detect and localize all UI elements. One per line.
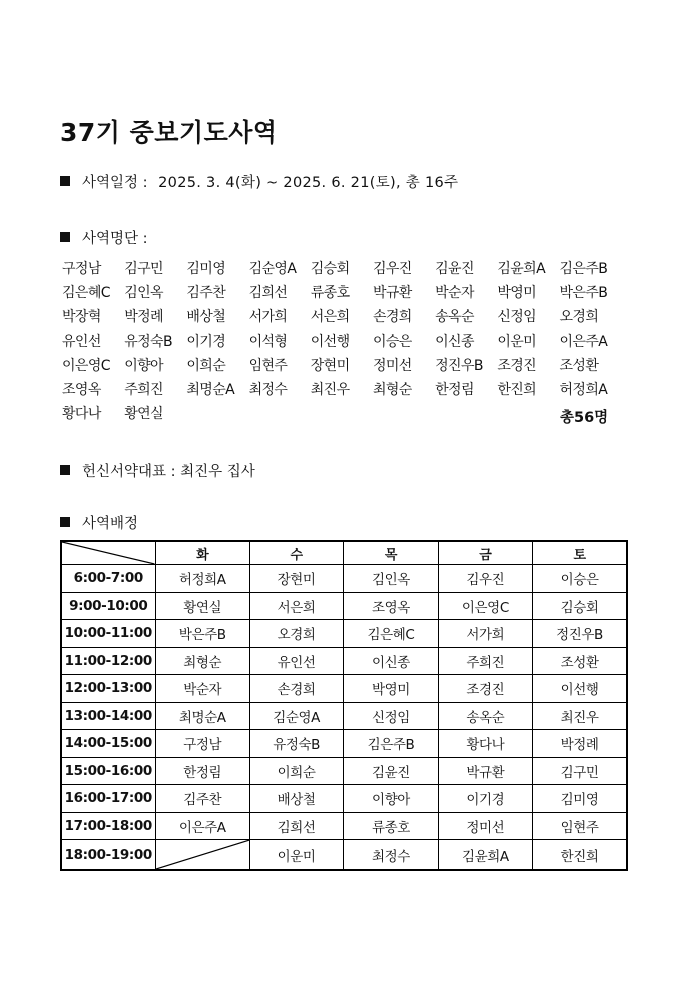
schedule-section (60, 171, 458, 192)
roster-name: 김순영A (248, 261, 297, 277)
assignment-cell: 조성환 (533, 647, 627, 675)
empty-slot-cell (155, 840, 249, 871)
assignment-cell: 김우진 (438, 565, 532, 593)
table-row (61, 592, 627, 620)
table-row (61, 757, 627, 785)
assignment-cell: 김은혜C (344, 620, 438, 648)
assignment-cell: 서가희 (438, 620, 532, 648)
bullet-square-icon (60, 176, 70, 186)
roster-name: 정진우B (435, 357, 483, 374)
roster-label: 사역명단 : (82, 231, 148, 247)
roster-name: 송옥순 (435, 309, 474, 326)
roster-name: 박은주B (559, 285, 608, 302)
table-row (61, 702, 627, 730)
roster-name: 박장혁 (62, 309, 101, 326)
assignment-cell: 최진우 (533, 702, 627, 730)
table-row (61, 812, 627, 840)
time-slot-cell: 10:00-11:00 (61, 620, 155, 648)
time-slot-cell: 9:00-10:00 (61, 592, 155, 620)
diagonal-line (62, 542, 155, 564)
assignment-cell: 구정남 (155, 730, 249, 758)
roster-name: 유인선 (62, 333, 101, 350)
diagonal-line (156, 840, 249, 869)
assignment-cell: 이은영C (438, 592, 532, 620)
assignment-cell: 이향아 (344, 785, 438, 813)
assignment-cell: 박영미 (344, 675, 438, 703)
roster-name: 이은주A (559, 333, 608, 350)
roster-name: 조성환 (559, 357, 599, 374)
assignment-cell: 주희진 (438, 647, 532, 675)
table-header-row (61, 541, 627, 565)
table-row (61, 785, 627, 813)
roster-name: 한진희 (497, 381, 537, 398)
assignment-cell: 김은주B (344, 730, 438, 758)
roster-name: 주희진 (124, 381, 163, 398)
assignment-cell: 신정임 (344, 702, 438, 730)
roster-name: 이향아 (124, 357, 163, 374)
assignment-cell: 유인선 (249, 647, 343, 675)
assignment-cell: 이기경 (438, 785, 532, 813)
roster-name: 조경진 (497, 357, 537, 374)
roster-name: 김승회 (310, 261, 350, 277)
roster-name: 서가희 (248, 309, 288, 326)
assignment-cell: 김승회 (533, 592, 627, 620)
assignment-cell: 황연실 (155, 592, 249, 620)
roster-name: 김희선 (248, 285, 288, 302)
assignment-cell: 이은주A (155, 812, 249, 840)
assignment-cell: 김미영 (533, 785, 627, 813)
roster-name: 이신종 (435, 333, 474, 350)
representative-label: 헌신서약대표 : (82, 464, 176, 480)
assignment-table (60, 540, 628, 871)
schedule-value: 2025. 3. 4(화) ~ 2025. 6. 21(토), 총 16주 (158, 175, 459, 191)
table-row (61, 565, 627, 593)
table-row (61, 840, 627, 871)
assignment-cell: 한정림 (155, 757, 249, 785)
assignment-heading (60, 512, 138, 533)
roster-name: 임현주 (248, 357, 288, 374)
roster-name: 김미영 (186, 261, 226, 277)
assignment-cell: 최정수 (344, 840, 438, 871)
roster-name: 이기경 (186, 333, 226, 350)
representative-section (60, 460, 255, 481)
roster-name: 구정남 (62, 261, 101, 277)
assignment-cell: 박정례 (533, 730, 627, 758)
roster-name: 이석형 (248, 333, 288, 350)
assignment-cell: 허정희A (155, 565, 249, 593)
roster-name: 최진우 (310, 381, 350, 398)
roster-name: 이운미 (497, 333, 537, 350)
assignment-cell: 정미선 (438, 812, 532, 840)
roster-list (62, 257, 622, 426)
roster-name: 류종호 (310, 285, 350, 302)
table-row (61, 730, 627, 758)
assignment-cell: 조영옥 (344, 592, 438, 620)
roster-name: 이희순 (186, 357, 226, 374)
assignment-cell: 이선행 (533, 675, 627, 703)
assignment-cell: 박은주B (155, 620, 249, 648)
page-title: 37기 중보기도사역 (60, 118, 278, 147)
assignment-cell: 손경희 (249, 675, 343, 703)
roster-name: 신정임 (497, 309, 537, 326)
roster-name: 김윤희A (497, 261, 546, 277)
roster-name: 한정림 (435, 381, 474, 398)
assignment-cell: 송옥순 (438, 702, 532, 730)
representative-value: 최진우 집사 (180, 464, 255, 480)
roster-name: 장현미 (310, 357, 350, 374)
assignment-cell: 김구민 (533, 757, 627, 785)
assignment-cell: 임현주 (533, 812, 627, 840)
bullet-square-icon (60, 232, 70, 242)
assignment-cell: 김윤진 (344, 757, 438, 785)
roster-name: 정미선 (372, 357, 412, 374)
assignment-cell: 장현미 (249, 565, 343, 593)
roster-name: 최정수 (248, 381, 288, 398)
time-slot-cell: 18:00-19:00 (61, 840, 155, 871)
roster-name: 손경희 (372, 309, 412, 326)
roster-name: 박영미 (497, 285, 537, 302)
roster-name: 조영옥 (62, 381, 101, 398)
assignment-cell: 김희선 (249, 812, 343, 840)
time-slot-cell: 15:00-16:00 (61, 757, 155, 785)
assignment-cell: 최형순 (155, 647, 249, 675)
assignment-cell: 이신종 (344, 647, 438, 675)
time-slot-cell: 14:00-15:00 (61, 730, 155, 758)
assignment-cell: 이운미 (249, 840, 343, 871)
assignment-cell: 이희순 (249, 757, 343, 785)
roster-name: 배상철 (186, 309, 226, 326)
roster-name: 김은혜C (62, 285, 110, 302)
day-header: 수 (249, 541, 343, 565)
roster-name: 최형순 (372, 381, 412, 398)
roster-name: 이은영C (62, 357, 110, 374)
time-slot-cell: 13:00-14:00 (61, 702, 155, 730)
time-slot-cell: 12:00-13:00 (61, 675, 155, 703)
assignment-cell: 배상철 (249, 785, 343, 813)
assignment-cell: 류종호 (344, 812, 438, 840)
time-slot-cell: 6:00-7:00 (61, 565, 155, 593)
roster-name: 김윤진 (435, 261, 474, 277)
day-header: 토 (533, 541, 627, 565)
header-corner-cell (61, 541, 155, 565)
roster-name: 김주찬 (186, 285, 226, 302)
roster-name: 허정희A (559, 381, 608, 398)
bullet-square-icon (60, 465, 70, 475)
time-slot-cell: 17:00-18:00 (61, 812, 155, 840)
table-row (61, 647, 627, 675)
assignment-cell: 박규환 (438, 757, 532, 785)
assignment-cell: 정진우B (533, 620, 627, 648)
assignment-cell: 서은희 (249, 592, 343, 620)
roster-name: 박규환 (372, 285, 412, 302)
assignment-cell: 한진희 (533, 840, 627, 871)
roster-name: 김은주B (559, 261, 608, 277)
assignment-cell: 최명순A (155, 702, 249, 730)
roster-heading (60, 227, 148, 248)
assignment-cell: 박순자 (155, 675, 249, 703)
roster-name: 김우진 (372, 261, 412, 277)
assignment-cell: 유정숙B (249, 730, 343, 758)
assignment-cell: 황다나 (438, 730, 532, 758)
assignment-cell: 오경희 (249, 620, 343, 648)
roster-name: 김구민 (124, 261, 163, 277)
assignment-label: 사역배정 (82, 516, 139, 532)
roster-total: 총56명 (560, 410, 609, 426)
day-header: 목 (344, 541, 438, 565)
assignment-cell: 김윤희A (438, 840, 532, 871)
table-row (61, 620, 627, 648)
roster-name: 오경희 (559, 309, 599, 326)
table-row (61, 675, 627, 703)
roster-name: 유정숙B (124, 333, 172, 350)
time-slot-cell: 11:00-12:00 (61, 647, 155, 675)
assignment-cell: 조경진 (438, 675, 532, 703)
roster-name: 김인옥 (124, 285, 163, 302)
roster-name: 박정례 (124, 309, 163, 326)
roster-name: 이선행 (310, 333, 350, 350)
bullet-square-icon (60, 517, 70, 527)
roster-name: 황다나 (62, 406, 101, 423)
assignment-cell: 이승은 (533, 565, 627, 593)
assignment-cell: 김순영A (249, 702, 343, 730)
assignment-cell: 김인옥 (344, 565, 438, 593)
roster-name: 황연실 (124, 406, 163, 423)
roster-name: 박순자 (435, 285, 474, 302)
assignment-cell: 김주찬 (155, 785, 249, 813)
roster-name: 서은희 (310, 309, 350, 326)
day-header: 금 (438, 541, 532, 565)
roster-name: 이승은 (372, 333, 412, 350)
schedule-label: 사역일정 : (82, 175, 148, 191)
day-header: 화 (155, 541, 249, 565)
roster-name: 최명순A (186, 381, 235, 398)
time-slot-cell: 16:00-17:00 (61, 785, 155, 813)
